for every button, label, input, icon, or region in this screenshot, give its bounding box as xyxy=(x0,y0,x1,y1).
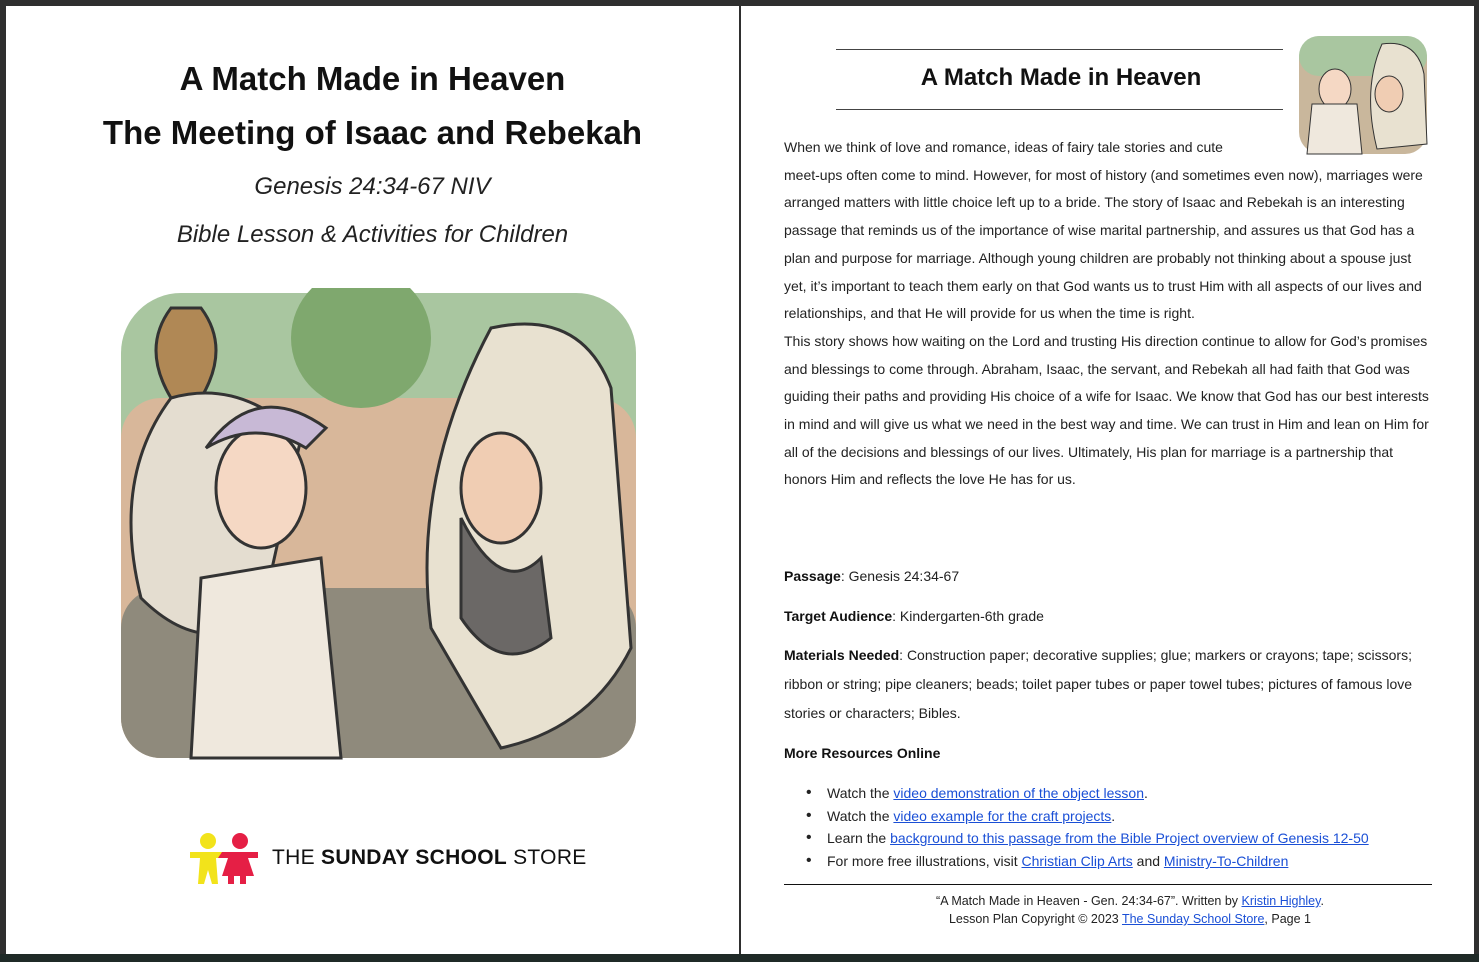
resource-item: • Learn the background to this passage from the Bible Project overview of Genesis 12-50 xyxy=(806,827,1369,850)
page-title: A Match Made in Heaven xyxy=(920,64,1202,91)
ministry-to-children-link[interactable]: Ministry-To-Children xyxy=(1163,853,1289,870)
intro-paragraph-1: When we think of love and romance, ideas of fairy tale stories and cute meet-ups often come to mind. However, for most of history (and sometimes even now), marriages were arranged matters with little choice left up to a bride. The story of Isaac and Rebekah is an interesting passage that reminds us of the importance of wise marital partnership, and assures us that God has a plan and purpose for marriage. Although young children are probably not thinking about a spouse just yet, it’s important to teach them early on that God wants us to trust Him with all aspects of our lives and relationships, and that He will provide for us when the time is right. xyxy=(784,139,1423,322)
lesson-page xyxy=(741,6,1474,954)
lesson-subtitle: Bible Lesson & Activities for Children xyxy=(176,221,569,248)
resource-item: • Watch the video demonstration of the object lesson. xyxy=(806,782,1369,805)
cover-subtitle-title: The Meeting of Isaac and Rebekah xyxy=(102,114,643,151)
object-lesson-video-link[interactable]: video demonstration of the object lesson xyxy=(893,785,1145,801)
paper-dolls-icon xyxy=(188,832,262,884)
resource-item: • For more free illustrations, visit Christian Clip Arts and Ministry-To-Children xyxy=(806,850,1369,873)
materials-field: Materials Needed: Construction paper; decorative supplies; glue; markers or crayons; tape; scissors; ribbon or string; pipe cleaners; beads; toilet paper tubes or paper towel tubes; pictures of famous love stories or characters; Bibles. xyxy=(784,647,1413,721)
passage-field: Passage: Genesis 24:34-67 xyxy=(784,568,960,584)
scripture-reference: Genesis 24:34-67 NIV xyxy=(254,173,491,200)
bible-project-link[interactable]: background to this passage from the Bible Project overview of Genesis 12-50 xyxy=(890,830,1369,847)
audience-field: Target Audience: Kindergarten-6th grade xyxy=(784,608,1044,624)
title-rule-bottom xyxy=(836,109,1283,110)
cover-title: A Match Made in Heaven xyxy=(179,60,566,97)
isaac-rebekah-illustration xyxy=(111,288,646,778)
cover-page xyxy=(6,6,739,954)
lesson-introduction xyxy=(784,133,1434,494)
title-rule-top xyxy=(836,49,1283,50)
viewer-bottom-bar xyxy=(0,954,1479,962)
logo-text: THE SUNDAY SCHOOL STORE xyxy=(272,846,587,869)
store-link[interactable]: The Sunday School Store xyxy=(1121,912,1265,926)
resources-heading: More Resources Online xyxy=(784,745,941,761)
resource-item: • Watch the video example for the craft projects. xyxy=(806,805,1369,828)
page-footer: “A Match Made in Heaven - Gen. 24:34-67”. Written by Kristin Highley. Lesson Plan Copyright © 2023 The Sunday School Store, Page 1 xyxy=(936,894,1324,926)
footer-rule xyxy=(784,884,1432,885)
resources-list xyxy=(806,782,1369,873)
christian-clip-arts-link[interactable]: Christian Clip Arts xyxy=(1021,853,1133,870)
sunday-school-store-logo xyxy=(188,832,587,884)
intro-paragraph-2: This story shows how waiting on the Lord and trusting His direction continue to allow for God’s promises and blessings to come through. Abraham, Isaac, the servant, and Rebekah all had faith that God was guiding their paths and providing His choice of a wife for Isaac. We know that God has our best interests in mind and will give us what we need in the best way and time. We can trust in Him and lean on Him for all of the decisions and blessings of our lives. Ultimately, His plan for marriage is a partnership that honors Him and reflects the love He has for us. xyxy=(784,332,1429,488)
author-link[interactable]: Kristin Highley xyxy=(1241,894,1321,908)
craft-video-link[interactable]: video example for the craft projects xyxy=(893,807,1112,824)
